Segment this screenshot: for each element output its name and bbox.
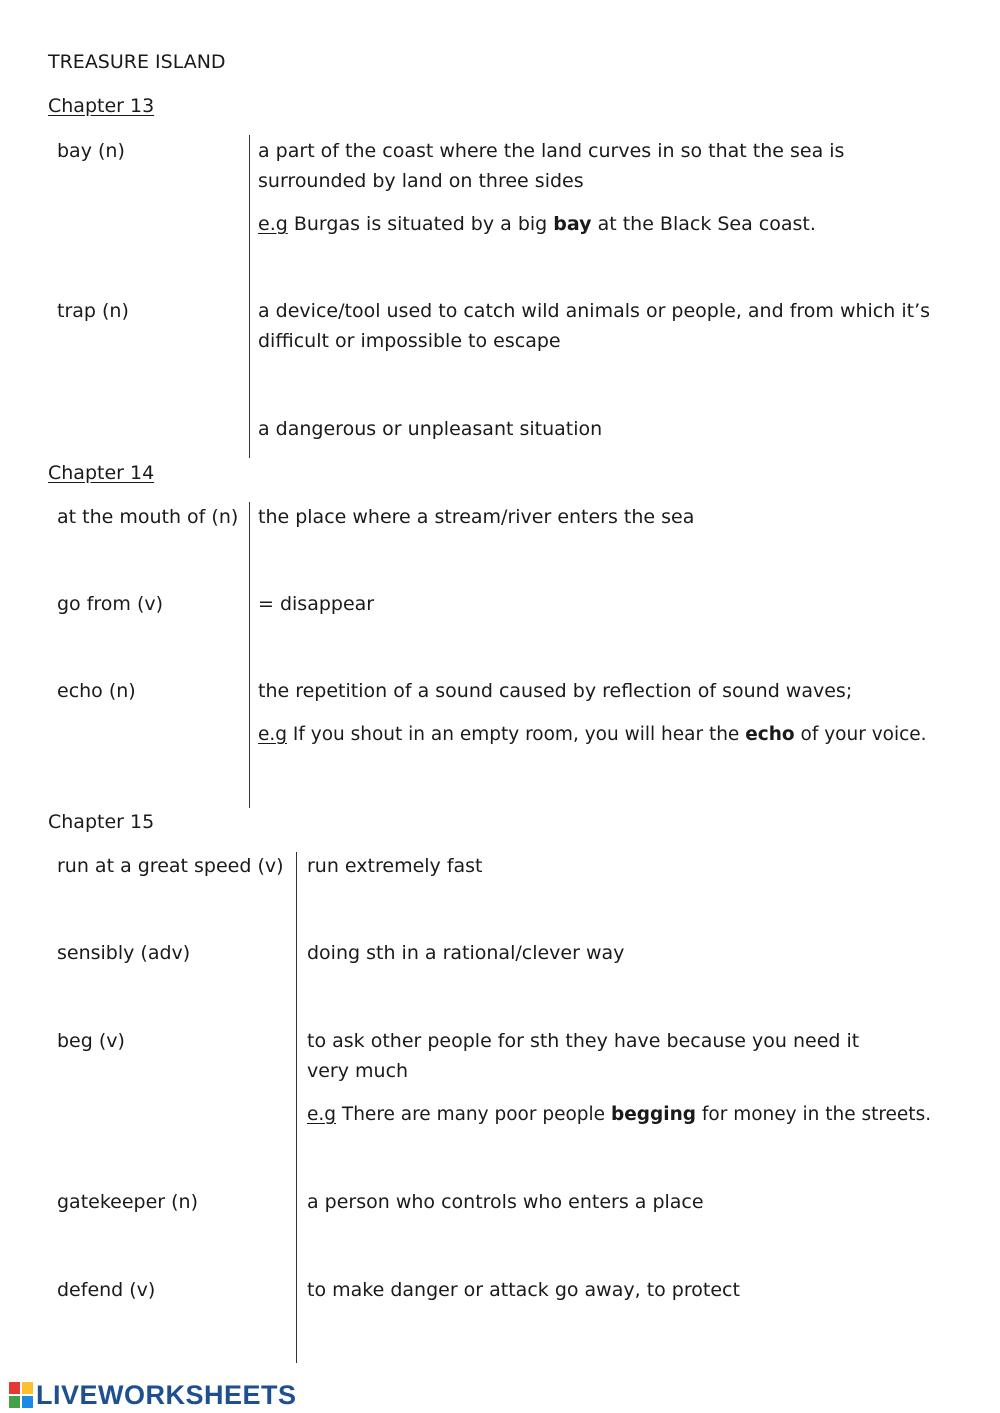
example-text-before: Burgas is situated by a big xyxy=(293,213,548,235)
definition-trap-2: a dangerous or unpleasant situation xyxy=(258,418,603,440)
document-title: TREASURE ISLAND xyxy=(48,51,226,73)
chapter-13-divider xyxy=(249,135,250,458)
term-go-from: go from (v) xyxy=(57,593,164,615)
example-keyword: bay xyxy=(553,213,592,235)
term-trap: trap (n) xyxy=(57,300,129,322)
example-beg xyxy=(307,1100,931,1130)
example-echo xyxy=(258,720,927,750)
example-label: e.g xyxy=(258,213,288,235)
definition-at-the-mouth-of: the place where a stream/river enters the sea xyxy=(258,506,695,528)
liveworksheets-footer xyxy=(8,1378,297,1412)
term-echo: echo (n) xyxy=(57,680,136,702)
example-label: e.g xyxy=(307,1104,337,1125)
example-text-before: There are many poor people xyxy=(341,1104,606,1125)
example-bay xyxy=(258,209,816,239)
definition-bay: a part of the coast where the land curves in so that the sea is surrounded by land on three sides xyxy=(258,140,845,192)
definition-run-at-a-great-speed: run extremely fast xyxy=(307,855,483,877)
chapter-14-heading: Chapter 14 xyxy=(48,462,155,484)
chapter-14-divider xyxy=(249,502,250,808)
example-text-after: for money in the streets. xyxy=(701,1104,932,1125)
chapter-15-heading: Chapter 15 xyxy=(48,811,155,833)
liveworksheets-logo-icon xyxy=(8,1381,34,1409)
example-label: e.g xyxy=(258,724,288,745)
term-beg: beg (v) xyxy=(57,1030,125,1052)
chapter-13-heading: Chapter 13 xyxy=(48,95,155,117)
definition-go-from: = disappear xyxy=(258,593,375,615)
example-text-after: at the Black Sea coast. xyxy=(597,213,816,235)
example-text-after: of your voice. xyxy=(800,724,927,745)
term-gatekeeper: gatekeeper (n) xyxy=(57,1191,199,1213)
definition-gatekeeper: a person who controls who enters a place xyxy=(307,1191,704,1213)
example-keyword: begging xyxy=(610,1104,696,1125)
example-text-before: If you shout in an empty room, you will hear the xyxy=(292,724,740,745)
liveworksheets-brand: LIVEWORKSHEETS xyxy=(36,1380,297,1410)
term-bay: bay (n) xyxy=(57,140,125,162)
term-at-the-mouth-of: at the mouth of (n) xyxy=(57,506,239,528)
term-defend: defend (v) xyxy=(57,1279,156,1301)
term-sensibly: sensibly (adv) xyxy=(57,942,191,964)
definition-defend: to make danger or attack go away, to protect xyxy=(307,1279,740,1301)
definition-trap: a device/tool used to catch wild animals or people, and from which it’s difficult or impossible to escape xyxy=(258,300,931,352)
chapter-15-divider xyxy=(296,852,297,1363)
example-keyword: echo xyxy=(745,724,795,745)
definition-echo: the repetition of a sound caused by reflection of sound waves; xyxy=(258,680,853,702)
term-run-at-a-great-speed: run at a great speed (v) xyxy=(57,855,284,877)
definition-sensibly: doing sth in a rational/clever way xyxy=(307,942,625,964)
definition-beg: to ask other people for sth they have because you need it very much xyxy=(307,1030,860,1082)
